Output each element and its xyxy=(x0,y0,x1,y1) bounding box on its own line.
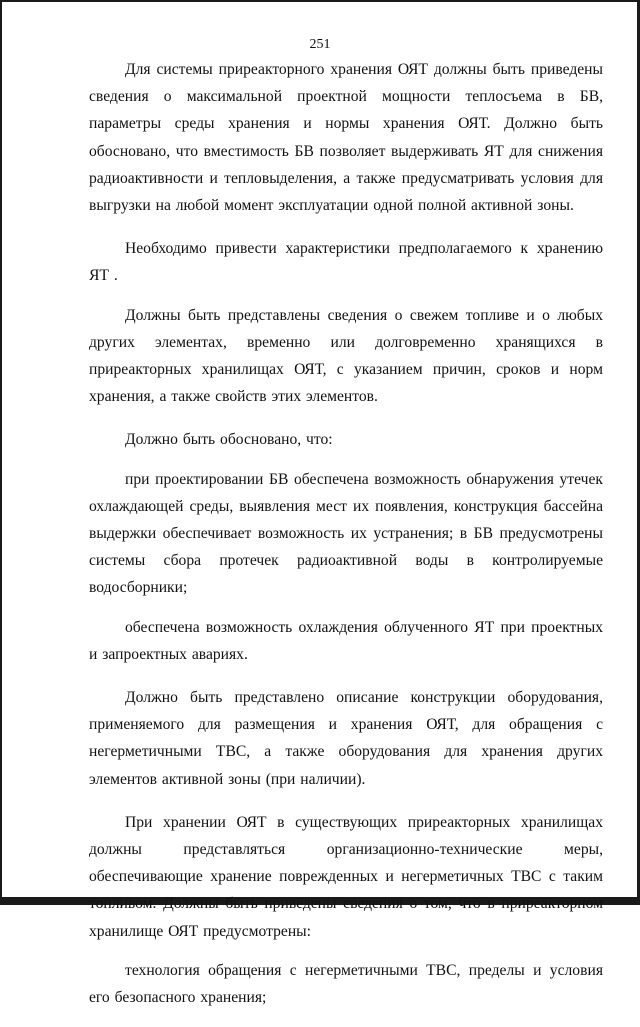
paragraph-handling-technology: технология обращения с негерметичными ТВС, пределы и условия его безопасного хранения; xyxy=(89,961,603,1007)
paragraph-justification-intro: Должно быть обосновано, что: xyxy=(125,431,333,449)
paragraph-storage-system: Для системы приреакторного хранения ОЯТ должны быть приведены сведения о максимальной проектной мощности теплосъема в БВ, параметры среды хранения и нормы хранения ОЯТ. Должно быть обосновано, что вместимость БВ позволяет выдерживать ЯТ для снижения радиоактивности и тепловыделения, а также предусматривать условия для выгрузки на любой момент эксплуатации одной полной активной зоны. xyxy=(89,61,603,215)
scan-edge-top xyxy=(0,0,640,2)
paragraph-fuel-characteristics: Необходимо привести характеристики предполагаемого к хранению ЯТ . xyxy=(89,240,603,285)
page-number: 251 xyxy=(309,37,331,52)
paragraph-fresh-fuel: Должны быть представлены сведения о свежем топливе и о любых других элементах, временно или долговременно хранящихся в приреакторных хранилищах ОЯТ, с указанием причин, сроков и норм хранения, а также свойств этих элементов. xyxy=(89,306,603,406)
document-body xyxy=(89,56,603,1027)
paragraph-equipment: Должно быть представлено описание конструкции оборудования, применяемого для размещения и хранения ОЯТ, для обращения с негерметичными ТВС, а также оборудования для хранения других элементов активной зоны (при наличии). xyxy=(89,689,603,788)
scan-edge-left xyxy=(0,0,2,905)
paragraph-cooling: обеспечена возможность охлаждения облученного ЯТ при проектных и запроектных авариях. xyxy=(89,618,603,663)
paragraph-leak-detection: при проектировании БВ обеспечена возможность обнаружения утечек охлаждающей среды, выявления мест их появления, конструкция бассейна выдержки обеспечивает возможность их устранения; в БВ предусмотрены системы сбора протечек радиоактивной воды в контролируемые водосборники; xyxy=(89,470,603,597)
paragraph-existing-storage: При хранении ОЯТ в существующих приреакторных хранилищах должны представляться организационно-технические меры, обеспечивающие хранение поврежденных и негерметичных ТВС с таким топливом. Должны быть приведены сведения о том, что в приреакторном хранилище ОЯТ предусмотрены: xyxy=(89,813,603,940)
